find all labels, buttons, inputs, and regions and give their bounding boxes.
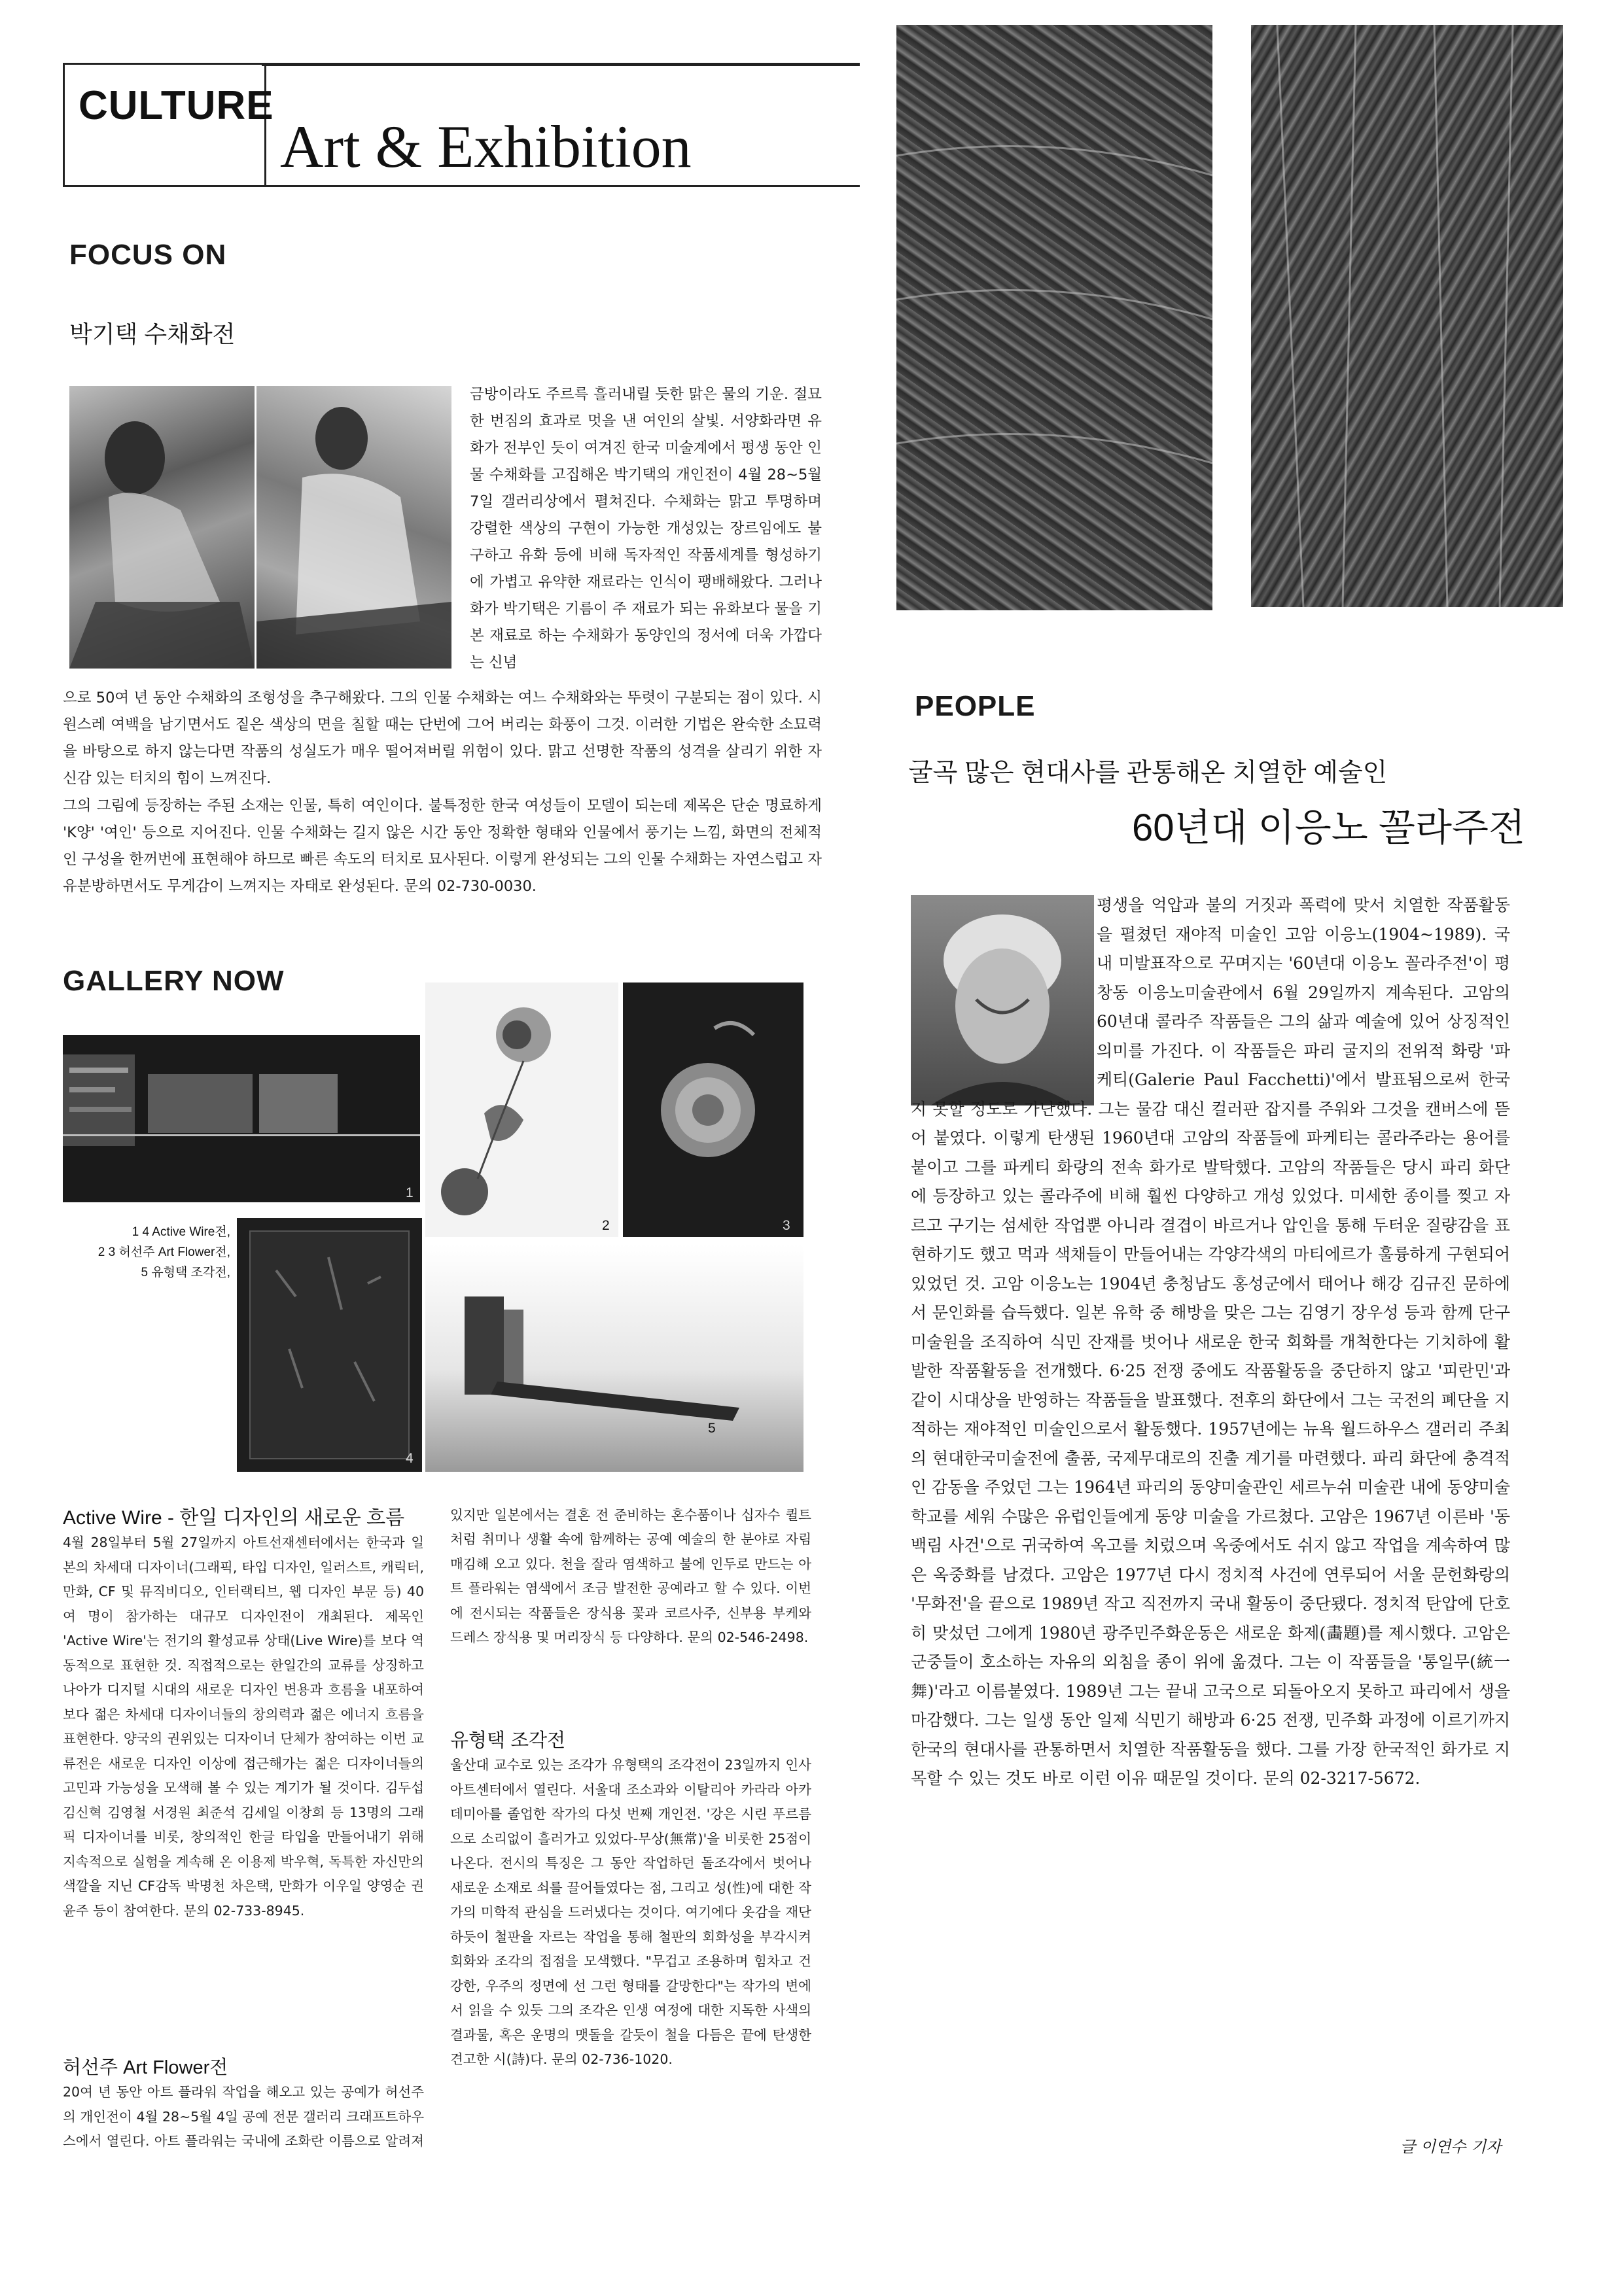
people-subtitle: 굴곡 많은 현대사를 관통해온 치열한 예술인	[908, 759, 1388, 787]
people-body-wrapped-text: 평생을 억압과 불의 거짓과 폭력에 맞서 치열한 작품활동을 펼쳤던 재야적 미술인 고암 이응노(1904~1989). 국내 미발표작으로 꾸며지는 '60년대 이응노 꼴라주전'이 평창동 이응노미술관에서 6월 29일까지 계속된다. 고암의 60년대 콜라주 작품들은 그의 삶과 예술에 있어 상징적인 의미를 가진다. 이 작품들은 파리 굴지의 전위적 화랑 '파케티(Galerie Paul Facchetti)'에서 발표됨으로써 한국	[1097, 896, 1510, 1089]
gallery-photo-5	[425, 1244, 803, 1472]
people-byline: 글 이연수 기자	[1400, 2138, 1502, 2156]
gallery-photo-3-number: 3	[783, 1218, 790, 1233]
people-body-full	[911, 1095, 1510, 2168]
gallery-photo-3	[623, 983, 803, 1237]
people-body-full-text: 지 못할 정도로 가난했다. 그는 물감 대신 컬러판 잡지를 주워와 그것을 캔버스에 뜯어 붙였다. 이렇게 탄생된 1960년대 고암의 작품들에 파케티는 콜라주라는 용어를 붙이고 그를 파케티 화랑의 전속 화가로 발탁했다. 고암의 작품들은 당시 파리 화단에 등장하고 있는 콜라주에 비해 훨씬 다양하고 개성 있었다. 미세한 종이를 찢고 자르고 구기는 섬세한 작업뿐 아니라 결겹이 바르거나 압인을 통해 두터운 질량감을 표현하기도 했고 먹과 색채들이 만들어내는 각양각색의 마티에르가 훌륭하게 구현되어 있었던 것. 고암 이응노는 1904년 충청남도 홍성군에서 태어나 해강 김규진 문하에서 문인화를 습득했다. 일본 유학 중 해방을 맞은 그는 김영기 장우성 등과 함께 단구미술원을 조직하여 식민 잔재를 벗어나 새로운 한국 회화를 개척한다는 기치하에 활발한 작품활동을 전개했다. 6·25 전쟁 중에도 작품활동을 중단하지 않고 '피란민'과 같이 시대상을 반영하는 작품들을 발표했다. 전후의 화단에서 그는 국전의 폐단을 지적하는 재야적인 미술인으로서 활동했다. 1957년에는 뉴욕 월드하우스 갤러리 주최의 현대한국미술전에 출품, 국제무대로의 진출 계기를 마련했다. 파리 화단에 충격적인 감동을 주었던 그는 1964년 파리의 동양미술관인 세르누쉬 미술관 내에 동양미술학교를 세워 수많은 유럽인들에게 동양 미술을 가르쳤다. 고암은 1967년 이른바 '동백림 사건'으로 귀국하여 옥고를 치렀으며 옥중에서도 쉬지 않고 작업을 계속하여 많은 옥중화를 남겼다. 고암은 1977년 다시 정치적 사건에 연루되어 서울 문헌화랑의 '무화전'을 끝으로 1989년 작고 직전까지 국내 활동이 중단됐다. 정치적 탄압에 단호히 맞섰던 그에게 1980년 광주민주화운동은 새로운 화제(畵題)를 제시했다. 고암은 군중들이 호소하는 자유의 외침을 종이 위에 옮겼다. 그는 이 작품들을 '통일무(統一舞)'라고 이름붙였다. 1989년 그는 끝내 고국으로 되돌아오지 못하고 파리에서 생을 마감했다. 그는 일생 동안 일제 식민기 해방과 6·25 전쟁, 민주화 과정에 이르기까지 한국의 현대사를 관통하면서 치열한 작품활동을 했다. 그를 가장 한국적인 화가로 지목할 수 있는 것도 바로 이런 이유 때문일 것이다. 문의 02-3217-5672.	[911, 1099, 1510, 1788]
gallery-photo-5-art	[425, 1244, 803, 1472]
people-title: 60년대 이응노 꼴라주전	[1132, 807, 1525, 849]
gallery-captions	[65, 1222, 230, 1283]
active-wire-title: Active Wire - 한일 디자인의 새로운 흐름	[63, 1507, 405, 1529]
focus-photo-figure	[256, 386, 451, 669]
gallery-photo-1-number: 1	[406, 1185, 414, 1200]
people-body-wrapped	[1097, 891, 1510, 1095]
header-title: Art & Exhibition	[280, 113, 692, 180]
gallery-photo-4-number: 4	[406, 1451, 414, 1466]
artwork-right-texture	[1251, 25, 1563, 607]
focus-body-bottom: 으로 50여 년 동안 수채화의 조형성을 추구해왔다. 그의 인물 수채화는 여느 수채화와는 뚜렷이 구분되는 점이 있다. 시원스레 여백을 남기면서도 짙은 색상의 면을 칠할 때는 단번에 그어 버리는 화풍이 그것. 이러한 기법은 완숙한 소묘력을 바탕으로 하지 않는다면 작품의 성실도가 매우 떨어져버릴 위험이 있다. 맑고 선명한 작품의 성격을 살리기 위한 자신감 있는 터치의 힘이 느껴진다.	[63, 689, 822, 787]
focus-body-para2: 그의 그림에 등장하는 주된 소재는 인물, 특히 여인이다. 불특정한 한국 여성들이 모델이 되는데 제목은 단순 명료하게 'K양' '여인' 등으로 지어진다. 인물 수채화는 길지 않은 시간 동안 정확한 형태와 인물에서 풍기는 느낌, 화면의 전체적인 구성을 한꺼번에 표현해야 하므로 빠른 속도의 터치로 묘사된다. 이렇게 완성되는 그의 인물 수채화는 자연스럽고 자유분방하면서도 무게감이 느껴지는 자태로 완성된다. 문의 02-730-0030.	[63, 797, 822, 895]
art-flower-body-cont-text: 있지만 일본에서는 결혼 전 준비하는 혼수품이나 십자수 퀼트처럼 취미나 생활 속에 함께하는 공예 예술의 한 분야로 자림매김해 오고 있다. 천을 잘라 염색하고 불에 인두로 만드는 아트 플라워는 염색에서 조금 발전한 공예라고 할 수 있다. 이번에 전시되는 작품들은 장식용 꽃과 코르사주, 신부용 부케와 드레스 장식용 및 머리장식 등 다양하다. 문의 02-546-2498.	[450, 1506, 811, 1645]
gallery-photo-1-art	[63, 1035, 420, 1202]
caption-line: 5 유형택 조각전,	[141, 1266, 230, 1279]
gallery-photo-1	[63, 1035, 420, 1202]
focus-heading: FOCUS ON	[69, 239, 227, 271]
artwork-left	[896, 25, 1212, 610]
artwork-left-texture	[896, 25, 1212, 610]
caption-line: 2 3 허선주 Art Flower전,	[97, 1245, 230, 1259]
people-heading: PEOPLE	[915, 690, 1036, 722]
focus-photo-sketch	[69, 386, 255, 669]
art-flower-body-cont	[450, 1503, 811, 1758]
sculpture-title: 유형택 조각전	[450, 1730, 566, 1751]
sculpture-body: 울산대 교수로 있는 조각가 유형택의 조각전이 23일까지 인사아트센터에서 열린다. 서울대 조소과와 이탈리아 카라라 아카데미아를 졸업한 작가의 다섯 번째 개인전. '강은 시린 푸르름으로 소리없이 흘러가고 있었다-무상(無常)'을 비롯한 25점이 나온다. 전시의 특징은 그 동안 작업하던 돌조각에서 벗어나 새로운 소재로 쇠를 끌어들였다는 점, 그리고 성(性)에 대한 작가의 미학적 관심을 드러냈다는 것이다. 여기에다 옷감을 재단하듯이 철판을 자르는 작업을 통해 철판의 회화성을 부각시켜 회화와 조각의 접점을 모색했다. "무겁고 조용하며 힘차고 건강한, 우주의 정면에 선 그런 형태를 갈망한다"는 작가의 변에서 읽을 수 있듯 그의 조각은 인생 여정에 대한 지독한 사색의 결과물, 혹은 운명의 맷돌을 갈듯이 철을 다듬은 끝에 탄생한 견고한 시(詩)다. 문의 02-736-1020.	[450, 1757, 811, 2067]
focus-subtitle: 박기택 수채화전	[69, 321, 236, 347]
gallery-photo-5-number: 5	[708, 1421, 716, 1436]
people-portrait	[911, 895, 1094, 1105]
focus-body-top: 금방이라도 주르륵 흘러내릴 듯한 맑은 물의 기운. 절묘한 번짐의 효과로 멋을 낸 여인의 살빛. 서양화라면 유화가 전부인 듯이 여겨진 한국 미술계에서 평생 동안 인물 수채화를 고집해온 박기택의 개인전이 4월 28~5월 7일 갤러리상에서 펼쳐진다. 수채화는 맑고 투명하며 강렬한 색상의 구현이 가능한 개성있는 장르임에도 불구하고 유화 등에 비해 독자적인 작품세계를 형성하기에 가볍고 유약한 재료라는 인식이 팽배해왔다. 그러나 화가 박기택은 기름이 주 재료가 되는 유화보다 물을 기본 재료로 하는 수채화가 동양인의 정서에 더욱 가깝다는 신념	[470, 386, 822, 671]
section-label: CULTURE	[79, 83, 274, 128]
gallery-photo-4	[237, 1218, 422, 1472]
caption-line: 1 4 Active Wire전,	[132, 1225, 230, 1239]
gallery-photo-2-number: 2	[602, 1218, 610, 1233]
focus-photo-figure-sketch	[256, 386, 451, 669]
art-flower-title: 허선주 Art Flower전	[63, 2057, 228, 2078]
gallery-heading: GALLERY NOW	[63, 965, 285, 997]
art-flower-body: 20여 년 동안 아트 플라워 작업을 해오고 있는 공예가 허선주의 개인전이 4월 28~5월 4일 공예 전문 갤러리 크래프트하우스에서 열린다. 아트 플라워는 국내에 조화란 이름으로 알려져	[63, 2084, 424, 2149]
active-wire-body: 4월 28일부터 5월 27일까지 아트선재센터에서는 한국과 일본의 차세대 디자이너(그래픽, 타입 디자인, 일러스트, 캐릭터, 만화, CF 및 뮤직비디오, 인터랙티브, 웹 디자인 부문 등) 40여 명이 참가하는 대규모 디자인전이 개최된다. 제목인 'Active Wire'는 전기의 활성교류 상태(Live Wire)를 보다 역동적으로 표현한 것. 직접적으로는 한일간의 교류를 상징하고 나아가 디지털 시대의 새로운 디자인 변용과 흐름을 내포하여 보다 젊은 차세대 디자이너들의 창의력과 젊은 에너지 흐름을 표현한다. 양국의 권위있는 디자이너 단체가 참여하는 이번 교류전은 새로운 디자인 이상에 접근해가는 젊은 디자이너들의 고민과 가능성을 모색해 볼 수 있는 계기가 될 것이다. 김두섭 김신혁 김영철 서경원 최준석 김세일 이창희 등 13명의 그래픽 디자이너를 비롯, 창의적인 한글 타입을 만들어내기 위해 지속적으로 실험을 계속해 온 이용제 박우혁, 독특한 자신만의 색깔을 지닌 CF감독 박명천 차은택, 만화가 이우일 양영순 권윤주 등이 참여한다. 문의 02-733-8945.	[63, 1535, 424, 1919]
focus-photo-seated-woman	[69, 386, 255, 669]
gallery-photo-2-art	[425, 983, 618, 1237]
gallery-photo-2	[425, 983, 618, 1237]
header-rule	[262, 64, 860, 66]
gallery-photo-4-art	[237, 1218, 422, 1472]
people-portrait-sketch	[911, 895, 1094, 1105]
artwork-right	[1251, 25, 1563, 607]
gallery-photo-3-art	[623, 983, 803, 1237]
